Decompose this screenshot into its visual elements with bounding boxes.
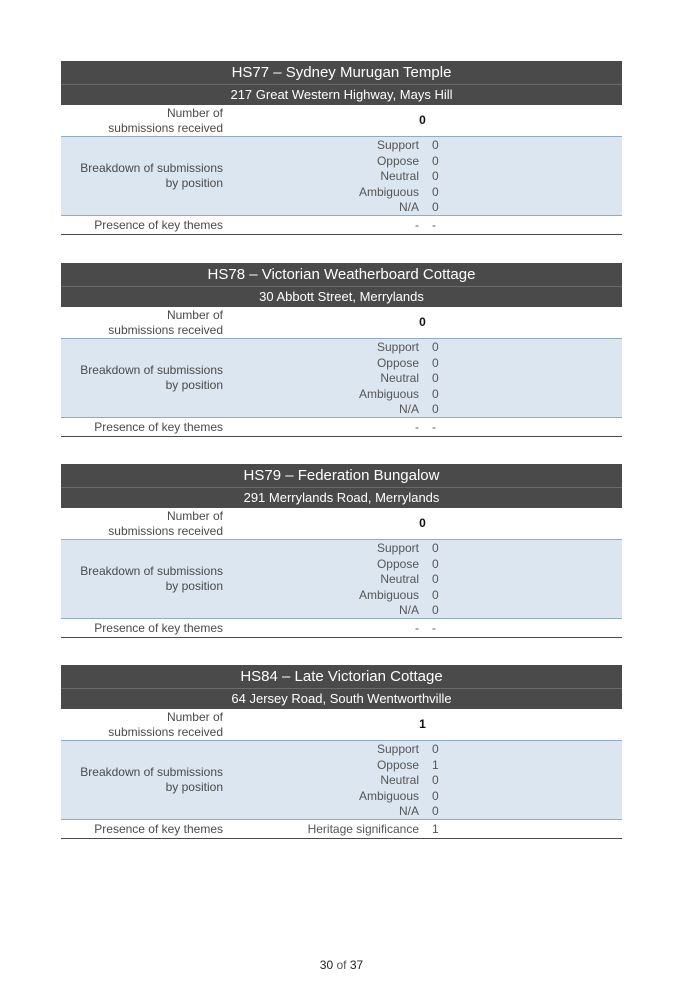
breakdown-item-value: 0 xyxy=(432,386,439,401)
themes-label: Presence of key themes xyxy=(94,822,223,836)
page-of: of xyxy=(336,958,347,972)
breakdown-item-label: N/A xyxy=(398,200,419,214)
breakdown-item-na xyxy=(223,603,622,619)
card-address: 217 Great Western Highway, Mays Hill xyxy=(61,84,622,105)
count-label-line2: submissions received xyxy=(108,323,223,337)
breakdown-label-line2: by position xyxy=(165,579,223,593)
count-label xyxy=(61,508,223,539)
breakdown-label-line1: Breakdown of submissions xyxy=(80,363,223,377)
submission-card-hs84 xyxy=(61,665,622,839)
themes-row xyxy=(61,820,622,839)
theme-value: - xyxy=(432,420,436,434)
breakdown-item-label: Neutral xyxy=(380,169,419,183)
theme-name: - xyxy=(415,621,419,635)
count-label-line2: submissions received xyxy=(108,725,223,739)
count-label-line1: Number of xyxy=(166,509,223,523)
count-label xyxy=(61,307,223,338)
breakdown-item-value: 0 xyxy=(432,788,439,803)
breakdown-label xyxy=(61,339,223,417)
count-label-line2: submissions received xyxy=(108,524,223,538)
breakdown-item-oppose xyxy=(223,154,622,170)
breakdown-item-label: Support xyxy=(376,340,419,354)
breakdown-item-value: 0 xyxy=(432,742,439,756)
count-label xyxy=(61,105,223,136)
breakdown-item-value: 0 xyxy=(432,340,439,354)
breakdown-row xyxy=(61,136,622,216)
card-title: HS84 – Late Victorian Cottage xyxy=(61,665,622,688)
breakdown-label xyxy=(61,540,223,618)
breakdown-item-oppose xyxy=(223,356,622,372)
breakdown-item-ambiguous xyxy=(223,789,622,805)
breakdown-item-na xyxy=(223,200,622,216)
breakdown-item-oppose xyxy=(223,758,622,774)
submission-card-hs78 xyxy=(61,263,622,437)
breakdown-list xyxy=(223,540,622,618)
breakdown-item-na xyxy=(223,402,622,418)
theme-value: 1 xyxy=(432,822,439,836)
themes-label: Presence of key themes xyxy=(94,420,223,434)
count-label-line1: Number of xyxy=(166,710,223,724)
breakdown-item-value: 0 xyxy=(432,355,439,370)
breakdown-item-ambiguous xyxy=(223,185,622,201)
breakdown-list xyxy=(223,339,622,417)
themes-row xyxy=(61,418,622,437)
breakdown-item-support xyxy=(223,340,622,356)
page-number xyxy=(0,958,683,972)
card-address: 30 Abbott Street, Merrylands xyxy=(61,286,622,307)
breakdown-item-neutral xyxy=(223,773,622,789)
breakdown-item-label: Neutral xyxy=(380,371,419,385)
card-title: HS79 – Federation Bungalow xyxy=(61,464,622,487)
breakdown-list xyxy=(223,137,622,215)
submission-card-hs77 xyxy=(61,61,622,235)
breakdown-item-support xyxy=(223,138,622,154)
page-current: 30 xyxy=(319,958,334,972)
theme-name: Heritage significance xyxy=(307,822,419,836)
breakdown-item-ambiguous xyxy=(223,387,622,403)
card-address: 64 Jersey Road, South Wentworthville xyxy=(61,688,622,709)
count-value: 0 xyxy=(419,516,426,530)
breakdown-item-value: 0 xyxy=(432,184,439,199)
breakdown-item-value: 0 xyxy=(432,169,439,183)
breakdown-row xyxy=(61,740,622,820)
count-row xyxy=(61,508,622,539)
breakdown-item-oppose xyxy=(223,557,622,573)
count-row xyxy=(61,105,622,136)
breakdown-item-neutral xyxy=(223,371,622,387)
breakdown-item-label: N/A xyxy=(398,804,419,818)
submission-card-hs79 xyxy=(61,464,622,638)
breakdown-item-label: Ambiguous xyxy=(358,386,419,401)
breakdown-item-value: 0 xyxy=(432,587,439,602)
themes-label: Presence of key themes xyxy=(94,621,223,635)
breakdown-item-value: 0 xyxy=(432,402,439,416)
breakdown-item-value: 0 xyxy=(432,572,439,586)
breakdown-label-line1: Breakdown of submissions xyxy=(80,765,223,779)
count-value: 1 xyxy=(419,717,426,731)
count-label-line1: Number of xyxy=(166,308,223,322)
count-row xyxy=(61,307,622,338)
breakdown-label-line2: by position xyxy=(165,780,223,794)
breakdown-item-label: Neutral xyxy=(380,572,419,586)
breakdown-item-label: Ambiguous xyxy=(358,184,419,199)
breakdown-item-value: 1 xyxy=(432,757,439,772)
breakdown-row xyxy=(61,338,622,418)
breakdown-item-label: Oppose xyxy=(376,355,419,370)
themes-row xyxy=(61,619,622,638)
theme-name: - xyxy=(415,420,419,434)
themes-label: Presence of key themes xyxy=(94,218,223,232)
breakdown-item-value: 0 xyxy=(432,603,439,617)
breakdown-list xyxy=(223,741,622,819)
count-label xyxy=(61,709,223,740)
breakdown-item-neutral xyxy=(223,572,622,588)
breakdown-item-value: 0 xyxy=(432,371,439,385)
breakdown-row xyxy=(61,539,622,619)
breakdown-item-value: 0 xyxy=(432,153,439,168)
breakdown-item-support xyxy=(223,541,622,557)
breakdown-item-label: Ambiguous xyxy=(358,587,419,602)
breakdown-label-line2: by position xyxy=(165,378,223,392)
breakdown-item-value: 0 xyxy=(432,541,439,555)
count-label-line2: submissions received xyxy=(108,121,223,135)
breakdown-item-label: Oppose xyxy=(376,556,419,571)
breakdown-item-label: Support xyxy=(376,541,419,555)
breakdown-item-label: Ambiguous xyxy=(358,788,419,803)
breakdown-item-value: 0 xyxy=(432,804,439,818)
theme-value: - xyxy=(432,218,436,232)
breakdown-label-line1: Breakdown of submissions xyxy=(80,161,223,175)
breakdown-item-label: Support xyxy=(376,138,419,152)
card-title: HS77 – Sydney Murugan Temple xyxy=(61,61,622,84)
count-row xyxy=(61,709,622,740)
page-total: 37 xyxy=(349,958,364,972)
breakdown-label-line2: by position xyxy=(165,176,223,190)
breakdown-label xyxy=(61,137,223,215)
breakdown-item-value: 0 xyxy=(432,556,439,571)
breakdown-item-label: Oppose xyxy=(376,153,419,168)
breakdown-item-label: N/A xyxy=(398,402,419,416)
breakdown-item-value: 0 xyxy=(432,200,439,214)
breakdown-item-label: Support xyxy=(376,742,419,756)
theme-name: - xyxy=(415,218,419,232)
breakdown-item-neutral xyxy=(223,169,622,185)
breakdown-item-support xyxy=(223,742,622,758)
breakdown-item-value: 0 xyxy=(432,773,439,787)
breakdown-item-ambiguous xyxy=(223,588,622,604)
count-label-line1: Number of xyxy=(166,106,223,120)
card-address: 291 Merrylands Road, Merrylands xyxy=(61,487,622,508)
breakdown-item-label: Neutral xyxy=(380,773,419,787)
count-value: 0 xyxy=(419,315,426,329)
breakdown-item-label: N/A xyxy=(398,603,419,617)
count-value: 0 xyxy=(419,113,426,127)
breakdown-item-label: Oppose xyxy=(376,757,419,772)
breakdown-item-na xyxy=(223,804,622,820)
theme-value: - xyxy=(432,621,436,635)
themes-row xyxy=(61,216,622,235)
breakdown-label-line1: Breakdown of submissions xyxy=(80,564,223,578)
breakdown-item-value: 0 xyxy=(432,138,439,152)
card-title: HS78 – Victorian Weatherboard Cottage xyxy=(61,263,622,286)
breakdown-label xyxy=(61,741,223,819)
